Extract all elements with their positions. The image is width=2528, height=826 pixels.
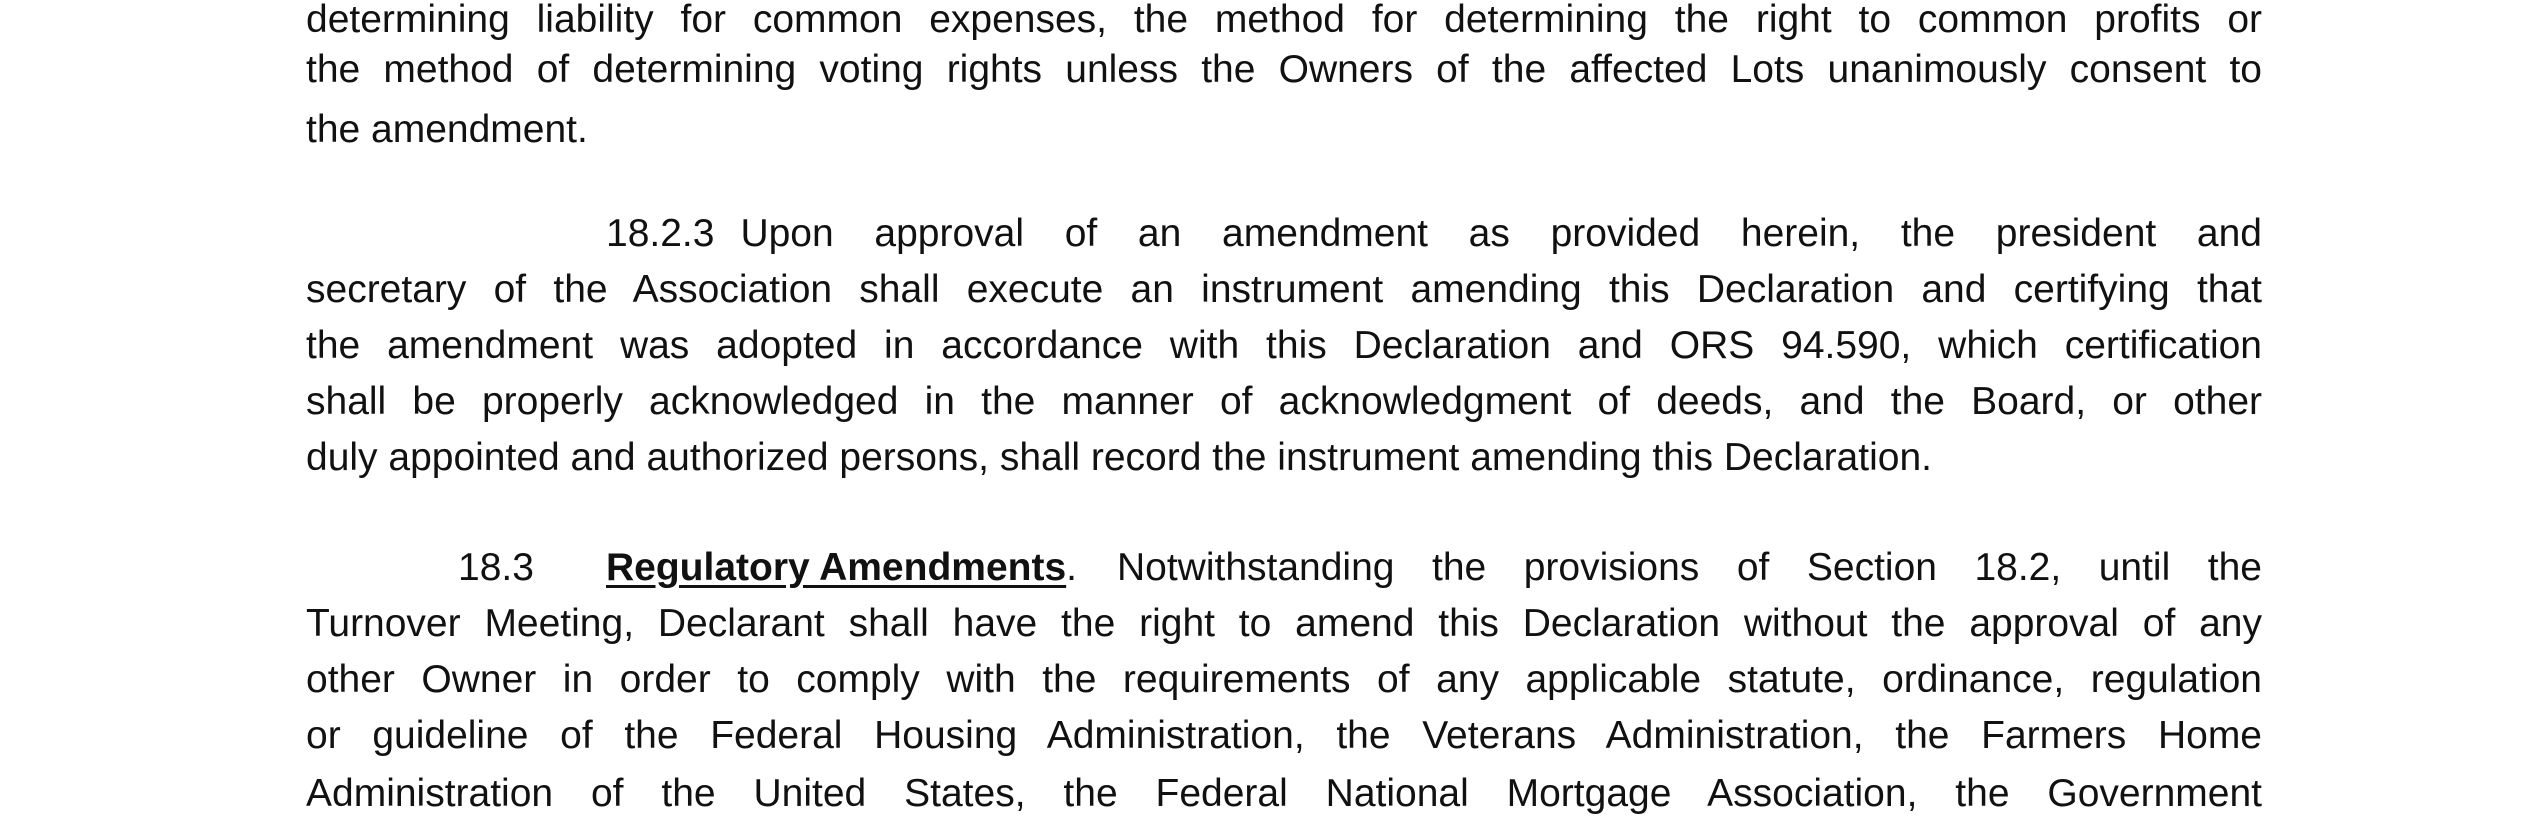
section-text: Notwithstanding the provisions of Section 18.2, until the	[1116, 546, 2262, 589]
paragraph-line: shall be properly acknowledged in the manner of acknowledgment of deeds, and the Board, or other	[306, 380, 2262, 423]
paragraph-line: duly appointed and authorized persons, shall record the instrument amending this Declaration.	[306, 436, 1932, 479]
section-number: 18.2.3	[606, 212, 715, 255]
paragraph-line: other Owner in order to comply with the requirements of any applicable statute, ordinance, regulation	[306, 658, 2262, 701]
paragraph-line: the amendment was adopted in accordance with this Declaration and ORS 94.590, which certification	[306, 324, 2262, 367]
paragraph-line: Turnover Meeting, Declarant shall have the right to amend this Declaration without the approval of any	[306, 602, 2262, 645]
paragraph-line: the amendment.	[306, 108, 588, 151]
paragraph-line: determining liability for common expenses, the method for determining the right to common profits or	[306, 0, 2262, 41]
paragraph-line: Administration of the United States, the Federal National Mortgage Association, the Government	[306, 772, 2262, 815]
section-text: Upon approval of an amendment as provided herein, the president and	[740, 212, 2262, 255]
section-18-2-3-first-line	[606, 206, 2262, 262]
heading-punctuation: .	[1066, 546, 1077, 589]
section-18-3-first-line	[458, 540, 2262, 596]
section-number: 18.3	[458, 546, 534, 589]
paragraph-line: the method of determining voting rights unless the Owners of the affected Lots unanimously consent to	[306, 48, 2262, 91]
paragraph-line: or guideline of the Federal Housing Administration, the Veterans Administration, the Farmers Home	[306, 714, 2262, 757]
paragraph-line: secretary of the Association shall execute an instrument amending this Declaration and certifying that	[306, 268, 2262, 311]
section-heading: Regulatory Amendments	[606, 546, 1067, 589]
section-heading-wrap	[606, 540, 1077, 596]
